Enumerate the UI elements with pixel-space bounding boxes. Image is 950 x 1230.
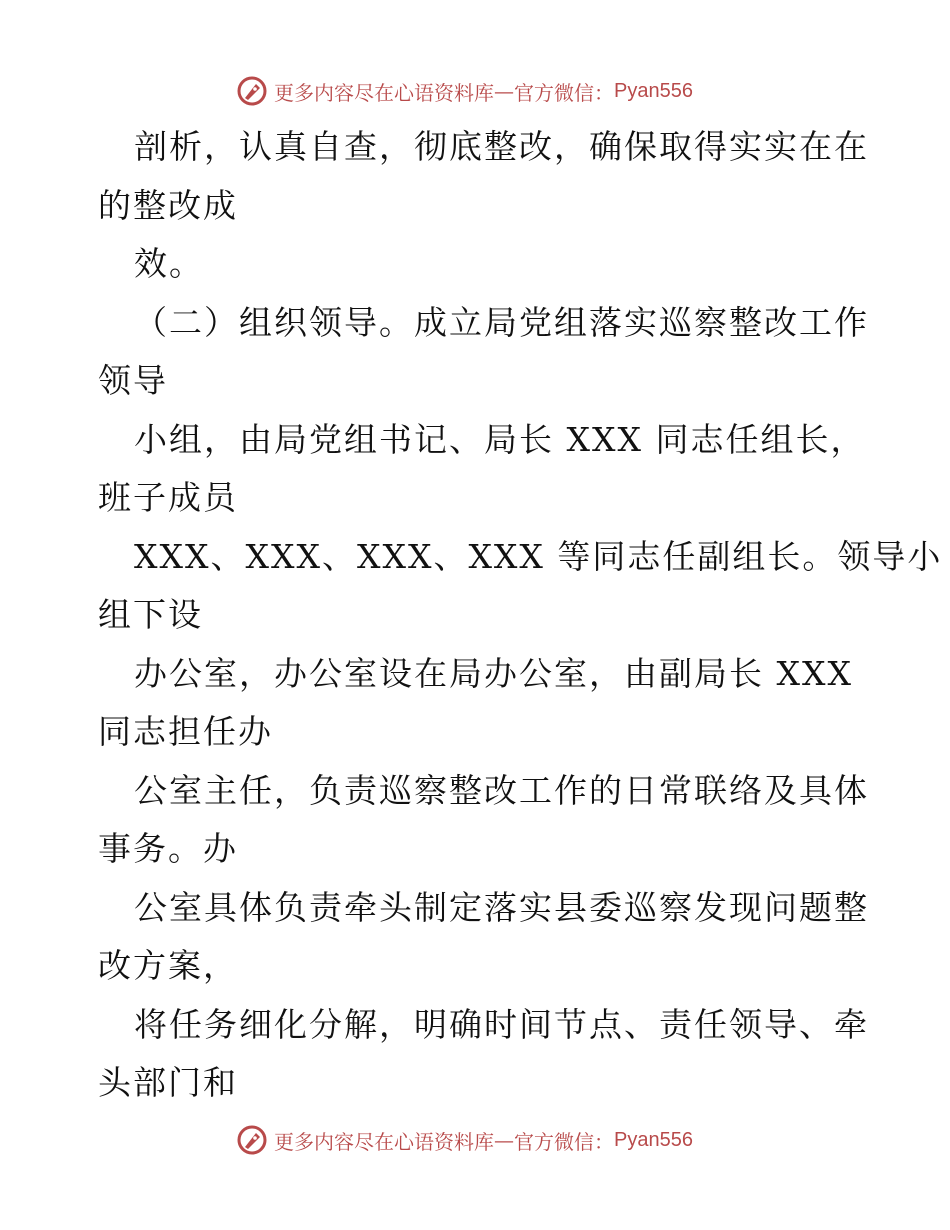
body-line: 公室主任，负责巡察整改工作的日常联络及具体 bbox=[134, 770, 869, 810]
body-line: 同志担任办 bbox=[98, 712, 273, 751]
body-line: （二）组织领导。成立局党组落实巡察整改工作 bbox=[134, 302, 869, 342]
watermark-contact-label: 官方微信： bbox=[514, 1129, 614, 1154]
body-line: 办公室，办公室设在局办公室，由副局长 XXX bbox=[134, 653, 853, 693]
watermark-separator: — bbox=[494, 79, 514, 103]
body-line: 小组，由局党组书记、局长 XXX 同志任组长， bbox=[134, 419, 866, 459]
body-line: 效。 bbox=[134, 244, 204, 283]
body-line: 事务。办 bbox=[98, 829, 238, 868]
watermark-contact-label: 官方微信： bbox=[514, 80, 614, 105]
watermark-separator: — bbox=[494, 1128, 514, 1152]
watermark-main-text: 更多内容尽在心语资料库 bbox=[274, 80, 494, 105]
document-body bbox=[98, 118, 943, 1113]
watermark-contact-id: Pyan556 bbox=[614, 1128, 693, 1151]
body-line: 公室具体负责牵头制定落实县委巡察发现问题整 bbox=[134, 887, 869, 927]
pen-nib-logo-icon bbox=[236, 1124, 268, 1156]
body-line: 将任务细化分解，明确时间节点、责任领导、牵 bbox=[134, 1004, 869, 1044]
watermark-main-text: 更多内容尽在心语资料库 bbox=[274, 1129, 494, 1154]
body-line: 改方案， bbox=[98, 946, 238, 985]
footer-watermark bbox=[236, 1123, 693, 1157]
watermark-contact-id: Pyan556 bbox=[614, 79, 693, 102]
body-line: 头部门和 bbox=[98, 1063, 238, 1102]
pen-nib-logo-icon bbox=[236, 75, 268, 107]
body-line: XXX、XXX、XXX、XXX 等同志任副组长。领导小 bbox=[134, 536, 943, 576]
body-line: 剖析，认真自查，彻底整改，确保取得实实在在 bbox=[134, 127, 869, 166]
body-line: 组下设 bbox=[98, 595, 203, 634]
body-line: 的整改成 bbox=[98, 185, 238, 225]
body-line: 班子成员 bbox=[98, 478, 238, 517]
body-line: 领导 bbox=[98, 361, 168, 400]
header-watermark bbox=[236, 74, 693, 108]
